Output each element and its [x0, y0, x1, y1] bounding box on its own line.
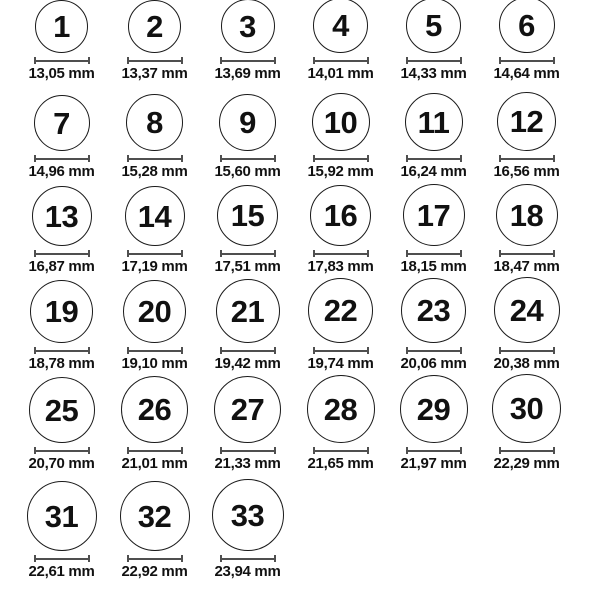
- ring-circle: [405, 93, 463, 151]
- diameter-measure-bar: [313, 57, 369, 64]
- diameter-measure-bar: [220, 250, 276, 257]
- ring-circle: [499, 0, 555, 53]
- ring-circle: [32, 186, 92, 246]
- ring-size-item: [294, 278, 387, 372]
- ring-size-number: 17: [416, 197, 451, 233]
- diameter-measure-bar: [406, 347, 462, 354]
- ring-size-number: 11: [417, 104, 450, 140]
- diameter-label: 21,97 mm: [400, 455, 467, 472]
- measure-line: [36, 558, 88, 560]
- ring-circle: [496, 184, 558, 246]
- ring-size-number: 8: [146, 105, 163, 140]
- diameter-measure-bar: [313, 155, 369, 162]
- ring-circle: [310, 185, 371, 246]
- measure-line: [36, 450, 88, 452]
- ring-size-item: [108, 94, 201, 180]
- ring-size-number: 29: [416, 391, 451, 427]
- ring-size-item: [480, 277, 573, 372]
- diameter-measure-bar: [406, 57, 462, 64]
- diameter-label: 19,10 mm: [121, 355, 188, 372]
- diameter-label: 21,01 mm: [121, 455, 188, 472]
- diameter-measure-bar: [499, 250, 555, 257]
- ring-size-item: [108, 280, 201, 372]
- ring-size-item: [201, 94, 294, 180]
- measure-line: [501, 158, 553, 160]
- diameter-measure-bar: [34, 57, 90, 64]
- diameter-measure-bar: [127, 347, 183, 354]
- diameter-label: 21,33 mm: [214, 455, 281, 472]
- ring-size-item: [201, 185, 294, 275]
- ring-circle: [401, 278, 466, 343]
- measure-line: [222, 350, 274, 352]
- measure-line: [408, 253, 460, 255]
- ring-size-number: 26: [137, 392, 172, 427]
- ring-size-item: [387, 375, 480, 472]
- measure-line: [408, 158, 460, 160]
- diameter-label: 22,61 mm: [28, 563, 95, 580]
- diameter-measure-bar: [127, 555, 183, 562]
- ring-circle: [125, 186, 185, 246]
- ring-size-number: 6: [518, 7, 535, 43]
- diameter-label: 14,96 mm: [28, 163, 95, 180]
- diameter-measure-bar: [127, 155, 183, 162]
- measure-line: [315, 158, 367, 160]
- diameter-label: 16,56 mm: [493, 163, 560, 180]
- ring-size-item: [480, 184, 573, 275]
- ring-size-item: [387, 93, 480, 180]
- ring-size-item: [15, 0, 108, 82]
- diameter-label: 18,15 mm: [400, 258, 467, 275]
- measure-line: [36, 350, 88, 352]
- measure-line: [501, 253, 553, 255]
- ring-size-number: 22: [323, 293, 358, 328]
- diameter-label: 18,78 mm: [28, 355, 95, 372]
- ring-size-number: 28: [323, 391, 358, 427]
- ring-size-item: [201, 279, 294, 372]
- ring-size-item: [108, 0, 201, 82]
- ring-size-item: [15, 186, 108, 275]
- diameter-label: 16,24 mm: [400, 163, 467, 180]
- ring-circle: [313, 0, 368, 53]
- measure-line: [315, 350, 367, 352]
- diameter-measure-bar: [499, 57, 555, 64]
- diameter-label: 22,92 mm: [121, 563, 188, 580]
- ring-circle: [214, 376, 281, 443]
- diameter-label: 13,69 mm: [214, 65, 281, 82]
- diameter-label: 13,37 mm: [121, 65, 188, 82]
- ring-circle: [35, 0, 88, 53]
- ring-size-item: [294, 375, 387, 472]
- ring-circle: [34, 95, 90, 151]
- measure-line: [129, 558, 181, 560]
- ring-circle: [403, 184, 465, 246]
- measure-line: [129, 253, 181, 255]
- diameter-measure-bar: [127, 57, 183, 64]
- diameter-measure-bar: [34, 447, 90, 454]
- ring-circle: [312, 93, 370, 151]
- ring-size-number: 14: [137, 198, 172, 234]
- ring-circle: [494, 277, 560, 343]
- ring-size-item: [201, 376, 294, 472]
- ring-size-item: [294, 185, 387, 275]
- measure-line: [408, 350, 460, 352]
- measure-line: [315, 60, 367, 62]
- ring-circle: [308, 278, 373, 343]
- diameter-label: 13,05 mm: [28, 65, 95, 82]
- diameter-measure-bar: [127, 447, 183, 454]
- ring-circle: [121, 376, 188, 443]
- diameter-label: 22,29 mm: [493, 455, 560, 472]
- ring-size-item: [108, 376, 201, 472]
- diameter-measure-bar: [34, 555, 90, 562]
- ring-size-number: 10: [323, 104, 358, 140]
- ring-size-number: 31: [44, 498, 79, 534]
- diameter-label: 19,74 mm: [307, 355, 374, 372]
- measure-line: [501, 60, 553, 62]
- ring-size-number: 33: [230, 497, 265, 533]
- ring-circle: [307, 375, 375, 443]
- ring-size-item: [294, 93, 387, 180]
- ring-circle: [221, 0, 275, 53]
- ring-size-item: [387, 0, 480, 82]
- ring-size-number: 12: [509, 104, 544, 139]
- ring-size-item: [294, 0, 387, 82]
- ring-circle: [497, 92, 556, 151]
- measure-line: [36, 253, 88, 255]
- ring-size-item: [480, 92, 573, 180]
- diameter-measure-bar: [220, 347, 276, 354]
- diameter-label: 16,87 mm: [28, 258, 95, 275]
- diameter-label: 18,47 mm: [493, 258, 560, 275]
- ring-circle: [400, 375, 468, 443]
- ring-size-item: [201, 0, 294, 82]
- measure-line: [408, 450, 460, 452]
- ring-circle: [120, 481, 190, 551]
- diameter-label: 20,38 mm: [493, 355, 560, 372]
- ring-size-number: 15: [230, 198, 265, 233]
- ring-size-number: 32: [137, 498, 172, 534]
- ring-size-number: 9: [239, 105, 256, 140]
- diameter-label: 15,60 mm: [214, 163, 281, 180]
- ring-size-item: [15, 280, 108, 372]
- measure-line: [129, 158, 181, 160]
- ring-size-item: [201, 479, 294, 580]
- measure-line: [501, 350, 553, 352]
- ring-size-number: 23: [416, 293, 451, 328]
- diameter-measure-bar: [313, 447, 369, 454]
- ring-size-item: [15, 377, 108, 472]
- measure-line: [408, 60, 460, 62]
- measure-line: [222, 60, 274, 62]
- ring-size-item: [387, 184, 480, 275]
- ring-size-number: 7: [53, 105, 70, 141]
- ring-size-number: 30: [509, 391, 544, 426]
- diameter-label: 17,19 mm: [121, 258, 188, 275]
- diameter-measure-bar: [220, 155, 276, 162]
- measure-line: [222, 450, 274, 452]
- diameter-measure-bar: [220, 57, 276, 64]
- diameter-label: 14,01 mm: [307, 65, 374, 82]
- measure-line: [129, 60, 181, 62]
- ring-size-number: 5: [425, 8, 442, 43]
- diameter-label: 15,28 mm: [121, 163, 188, 180]
- diameter-measure-bar: [127, 250, 183, 257]
- diameter-measure-bar: [406, 447, 462, 454]
- diameter-label: 19,42 mm: [214, 355, 281, 372]
- ring-size-number: 27: [230, 392, 265, 427]
- diameter-measure-bar: [313, 347, 369, 354]
- measure-line: [129, 350, 181, 352]
- ring-size-item: [387, 278, 480, 372]
- ring-circle: [406, 0, 461, 53]
- ring-size-item: [15, 95, 108, 180]
- ring-circle: [29, 377, 95, 443]
- ring-circle: [492, 374, 561, 443]
- ring-size-item: [480, 374, 573, 472]
- diameter-measure-bar: [499, 447, 555, 454]
- diameter-measure-bar: [34, 250, 90, 257]
- ring-circle: [212, 479, 284, 551]
- diameter-measure-bar: [406, 155, 462, 162]
- ring-size-number: 1: [53, 9, 70, 44]
- measure-line: [222, 558, 274, 560]
- measure-line: [36, 60, 88, 62]
- ring-size-number: 19: [44, 294, 79, 329]
- ring-size-number: 4: [332, 8, 349, 43]
- diameter-label: 14,33 mm: [400, 65, 467, 82]
- diameter-measure-bar: [406, 250, 462, 257]
- diameter-label: 21,65 mm: [307, 455, 374, 472]
- ring-circle: [128, 0, 181, 53]
- ring-size-item: [480, 0, 573, 82]
- diameter-measure-bar: [499, 347, 555, 354]
- ring-size-number: 20: [137, 294, 172, 329]
- diameter-label: 17,51 mm: [214, 258, 281, 275]
- diameter-label: 14,64 mm: [493, 65, 560, 82]
- diameter-label: 23,94 mm: [214, 563, 281, 580]
- ring-size-number: 18: [509, 197, 544, 233]
- measure-line: [501, 450, 553, 452]
- measure-line: [315, 253, 367, 255]
- diameter-label: 20,70 mm: [28, 455, 95, 472]
- measure-line: [36, 158, 88, 160]
- diameter-measure-bar: [313, 250, 369, 257]
- ring-size-number: 13: [44, 198, 79, 234]
- diameter-measure-bar: [34, 347, 90, 354]
- diameter-label: 15,92 mm: [307, 163, 374, 180]
- ring-circle: [30, 280, 93, 343]
- measure-line: [129, 450, 181, 452]
- ring-size-number: 3: [239, 8, 256, 44]
- ring-circle: [126, 94, 183, 151]
- ring-size-item: [108, 481, 201, 580]
- ring-size-item: [108, 186, 201, 275]
- diameter-measure-bar: [499, 155, 555, 162]
- diameter-label: 20,06 mm: [400, 355, 467, 372]
- measure-line: [222, 253, 274, 255]
- diameter-measure-bar: [220, 447, 276, 454]
- measure-line: [222, 158, 274, 160]
- ring-size-number: 21: [230, 293, 265, 329]
- diameter-measure-bar: [220, 555, 276, 562]
- ring-size-number: 25: [44, 392, 79, 428]
- ring-circle: [219, 94, 276, 151]
- ring-circle: [27, 481, 97, 551]
- ring-size-item: [15, 481, 108, 580]
- diameter-label: 17,83 mm: [307, 258, 374, 275]
- ring-circle: [216, 279, 280, 343]
- diameter-measure-bar: [34, 155, 90, 162]
- ring-circle: [123, 280, 186, 343]
- ring-circle: [217, 185, 278, 246]
- measure-line: [315, 450, 367, 452]
- ring-size-number: 2: [146, 9, 163, 44]
- ring-size-number: 16: [323, 198, 358, 233]
- ring-size-number: 24: [509, 292, 544, 328]
